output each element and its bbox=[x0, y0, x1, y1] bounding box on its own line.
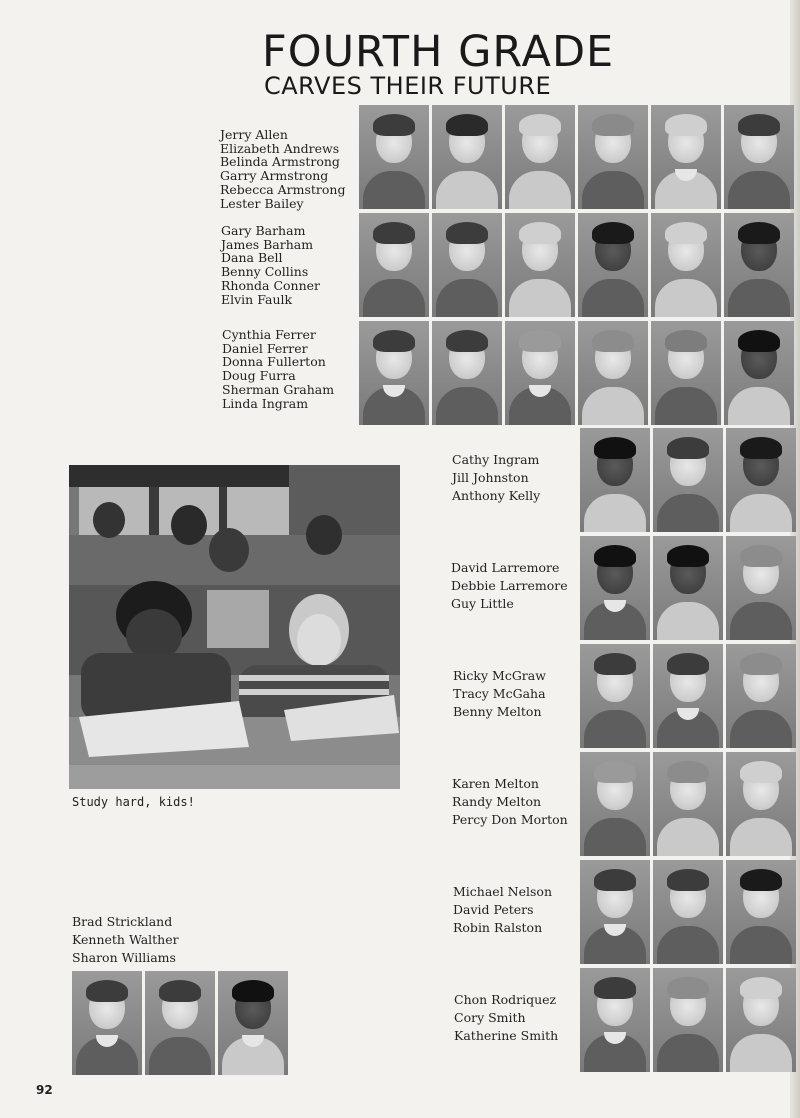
student-portrait bbox=[145, 971, 215, 1075]
name-list-group-10 bbox=[72, 913, 179, 967]
student-name: Dana Bell bbox=[221, 250, 283, 266]
name-list-group-6 bbox=[453, 667, 546, 721]
student-name: Ricky McGraw bbox=[453, 668, 546, 683]
student-portrait bbox=[505, 321, 575, 425]
name-list-group-4 bbox=[452, 451, 540, 505]
student-portrait bbox=[580, 536, 650, 640]
student-portrait bbox=[72, 971, 142, 1075]
student-portrait bbox=[653, 644, 723, 748]
name-list-group-2 bbox=[221, 224, 320, 306]
student-portrait bbox=[432, 105, 502, 209]
student-name: Michael Nelson bbox=[453, 884, 552, 899]
student-name: Jerry Allen bbox=[220, 127, 288, 142]
student-portrait bbox=[580, 860, 650, 964]
student-portrait bbox=[505, 213, 575, 317]
student-portrait bbox=[724, 321, 794, 425]
student-portrait bbox=[580, 644, 650, 748]
student-portrait bbox=[651, 213, 721, 317]
student-portrait bbox=[432, 321, 502, 425]
page-number: 92 bbox=[36, 1083, 53, 1097]
student-name: David Larremore bbox=[451, 560, 560, 575]
student-name: Jill Johnston bbox=[452, 470, 529, 485]
name-list-group-3 bbox=[222, 328, 334, 410]
student-portrait bbox=[578, 105, 648, 209]
student-name: Guy Little bbox=[451, 596, 514, 611]
student-portrait bbox=[578, 321, 648, 425]
name-list-group-9 bbox=[454, 991, 558, 1045]
student-name: Elvin Faulk bbox=[221, 291, 293, 307]
student-portrait bbox=[651, 321, 721, 425]
student-name: Robin Ralston bbox=[453, 920, 543, 935]
student-portrait bbox=[726, 428, 796, 532]
student-portrait bbox=[726, 968, 796, 1072]
student-portrait bbox=[580, 968, 650, 1072]
student-name: Anthony Kelly bbox=[452, 488, 541, 503]
student-name: Daniel Ferrer bbox=[222, 340, 308, 356]
page-subtitle: CARVES THEIR FUTURE bbox=[264, 72, 552, 100]
student-name: Lester Bailey bbox=[220, 195, 304, 211]
student-name: Karen Melton bbox=[452, 776, 539, 791]
student-portrait bbox=[505, 105, 575, 209]
student-name: Doug Furra bbox=[222, 368, 296, 384]
student-name: Belinda Armstrong bbox=[220, 154, 340, 170]
student-portrait bbox=[651, 105, 721, 209]
name-list-group-1 bbox=[220, 128, 345, 210]
student-name: Percy Don Morton bbox=[452, 812, 568, 827]
student-portrait bbox=[724, 213, 794, 317]
student-name: Cory Smith bbox=[454, 1010, 526, 1025]
student-name: Tracy McGaha bbox=[453, 686, 546, 701]
student-portrait bbox=[578, 213, 648, 317]
student-name: Cynthia Ferrer bbox=[222, 327, 316, 342]
student-portrait bbox=[726, 644, 796, 748]
student-portrait bbox=[653, 968, 723, 1072]
student-portrait bbox=[580, 752, 650, 856]
student-portrait bbox=[432, 213, 502, 317]
student-name: Rhonda Conner bbox=[221, 277, 321, 293]
name-list-group-5 bbox=[451, 559, 568, 613]
student-name: Benny Melton bbox=[453, 704, 542, 719]
student-name: James Barham bbox=[221, 236, 314, 252]
student-name: Linda Ingram bbox=[222, 395, 309, 411]
student-name: Sharon Williams bbox=[72, 950, 176, 965]
student-portrait bbox=[218, 971, 288, 1075]
photo-caption: Study hard, kids! bbox=[72, 795, 195, 809]
student-portrait bbox=[726, 860, 796, 964]
student-name: Donna Fullerton bbox=[222, 354, 326, 370]
classroom-photo bbox=[69, 465, 400, 789]
student-portrait bbox=[359, 321, 429, 425]
name-list-group-7 bbox=[452, 775, 568, 829]
student-name: Katherine Smith bbox=[454, 1028, 559, 1043]
student-portrait bbox=[653, 752, 723, 856]
student-portrait bbox=[580, 428, 650, 532]
student-name: Chon Rodriquez bbox=[454, 992, 557, 1007]
student-name: Sherman Graham bbox=[222, 381, 335, 397]
page-title: FOURTH GRADE bbox=[262, 27, 615, 77]
student-portrait bbox=[653, 428, 723, 532]
student-portrait bbox=[726, 752, 796, 856]
student-name: Randy Melton bbox=[452, 794, 542, 809]
student-name: David Peters bbox=[453, 902, 534, 917]
student-portrait bbox=[653, 536, 723, 640]
student-name: Gary Barham bbox=[221, 223, 306, 238]
student-portrait bbox=[724, 105, 794, 209]
student-portrait bbox=[359, 213, 429, 317]
student-name: Cathy Ingram bbox=[452, 452, 540, 467]
student-portrait bbox=[653, 860, 723, 964]
student-name: Elizabeth Andrews bbox=[220, 140, 340, 156]
student-portrait bbox=[359, 105, 429, 209]
classroom-photo-illustration bbox=[69, 465, 400, 789]
student-name: Benny Collins bbox=[221, 264, 309, 280]
name-list-group-8 bbox=[453, 883, 552, 937]
student-portrait bbox=[726, 536, 796, 640]
student-name: Brad Strickland bbox=[72, 914, 173, 929]
student-name: Kenneth Walther bbox=[72, 932, 179, 947]
student-name: Debbie Larremore bbox=[451, 578, 568, 593]
student-name: Rebecca Armstrong bbox=[220, 181, 346, 197]
student-name: Garry Armstrong bbox=[220, 168, 329, 184]
